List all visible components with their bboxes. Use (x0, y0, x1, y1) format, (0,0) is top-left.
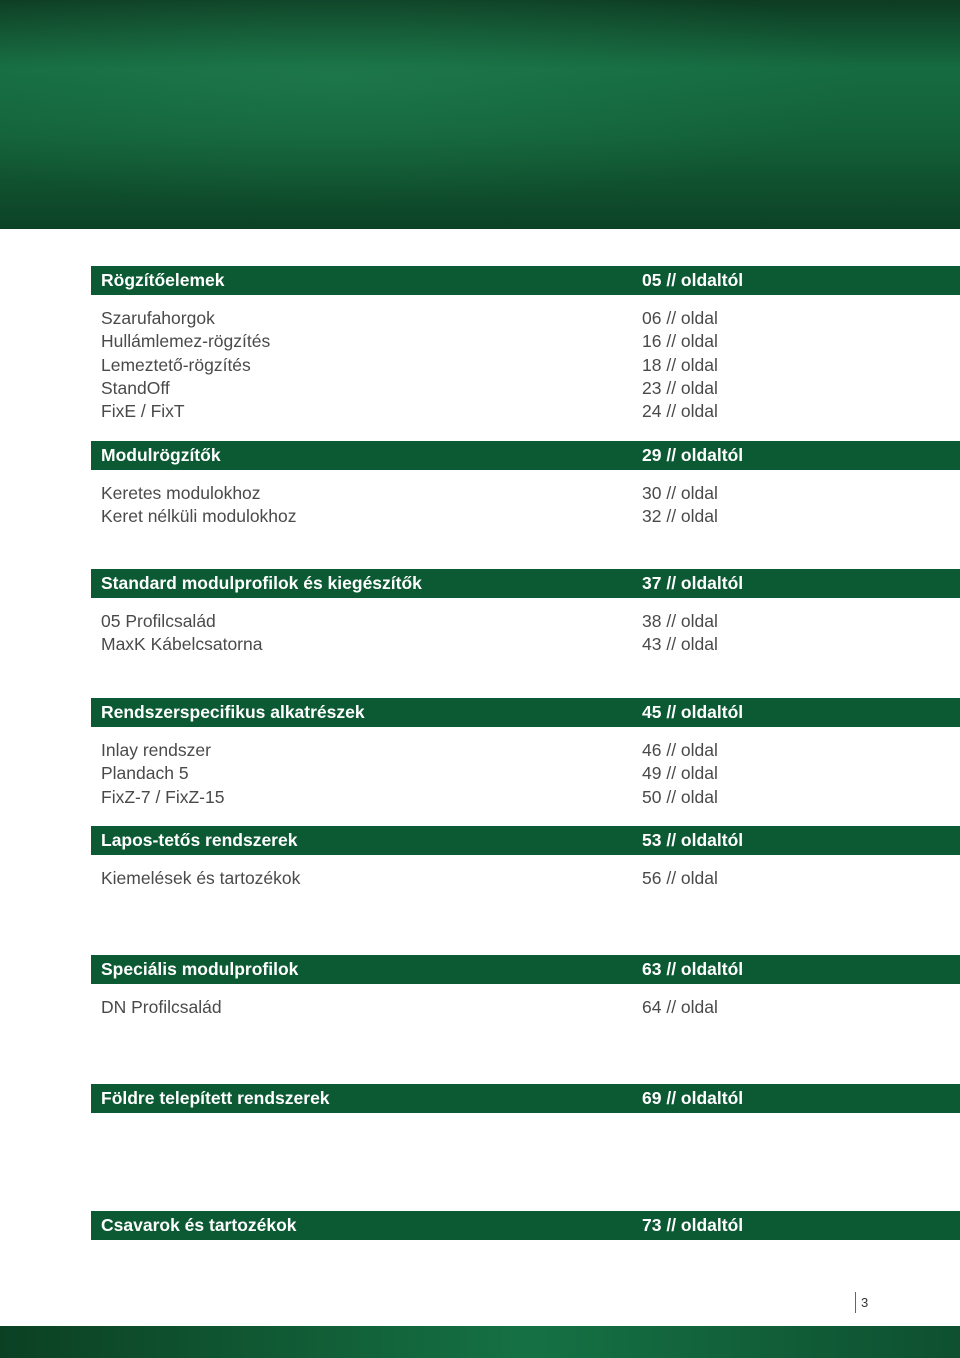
entry-page: 18 // oldal (642, 354, 718, 375)
section-header (91, 1211, 960, 1240)
section-title: Standard modulprofilok és kiegészítők (101, 573, 422, 593)
entry-title: Inlay rendszer (101, 740, 211, 760)
section-header (91, 1084, 960, 1113)
entry-title: Keret nélküli modulokhoz (101, 506, 297, 527)
section-items (91, 996, 960, 1019)
toc-entry (91, 867, 960, 890)
section-title: Rögzítőelemek (101, 270, 225, 290)
toc-entry (91, 996, 960, 1019)
entry-page: 23 // oldal (642, 377, 718, 398)
bottom-banner (0, 1326, 960, 1358)
section-items (91, 307, 960, 423)
entry-page: 50 // oldal (642, 786, 718, 807)
entry-page: 56 // oldal (642, 868, 718, 888)
entry-title: FixE / FixT (101, 401, 185, 422)
entry-page: 46 // oldal (642, 740, 718, 760)
entry-page: 38 // oldal (642, 611, 718, 631)
page-number: 3 (855, 1292, 868, 1313)
section-title: Csavarok és tartozékok (101, 1215, 297, 1235)
section-header (91, 569, 960, 598)
section-title: Földre telepített rendszerek (101, 1088, 330, 1108)
entry-page: 64 // oldal (642, 997, 718, 1017)
section-items (91, 610, 960, 657)
toc-entry (91, 307, 960, 330)
toc-section (91, 441, 960, 529)
section-items (91, 482, 960, 529)
section-header (91, 826, 960, 855)
toc-section (91, 698, 960, 809)
toc-section (91, 826, 960, 890)
toc-section (91, 569, 960, 657)
section-page: 63 // oldaltól (642, 959, 744, 979)
entry-title: DN Profilcsalád (101, 997, 222, 1017)
entry-page: 24 // oldal (642, 401, 718, 422)
entry-page: 06 // oldal (642, 308, 718, 328)
entry-page: 49 // oldal (642, 763, 718, 784)
entry-title: Szarufahorgok (101, 308, 215, 328)
section-title: Lapos-tetős rendszerek (101, 830, 298, 850)
section-page: 73 // oldaltól (642, 1215, 744, 1235)
section-header (91, 955, 960, 984)
toc-entry (91, 505, 960, 528)
toc-entry (91, 400, 960, 423)
section-header (91, 441, 960, 470)
entry-title: Plandach 5 (101, 763, 189, 784)
toc-section (91, 1084, 960, 1113)
section-page: 53 // oldaltól (642, 830, 744, 850)
toc-entry (91, 762, 960, 785)
entry-page: 30 // oldal (642, 483, 718, 503)
toc-entry (91, 786, 960, 809)
top-banner (0, 0, 960, 229)
toc-entry (91, 377, 960, 400)
entry-title: Keretes modulokhoz (101, 483, 261, 503)
entry-page: 32 // oldal (642, 506, 718, 527)
section-items (91, 867, 960, 890)
section-header (91, 698, 960, 727)
entry-title: Hullámlemez-rögzítés (101, 331, 271, 352)
toc-entry (91, 633, 960, 656)
section-page: 29 // oldaltól (642, 445, 744, 465)
section-page: 05 // oldaltól (642, 270, 744, 290)
toc-section (91, 1211, 960, 1240)
entry-page: 43 // oldal (642, 634, 718, 655)
entry-title: Lemeztető-rögzítés (101, 354, 251, 375)
section-page: 37 // oldaltól (642, 573, 744, 593)
entry-title: 05 Profilcsalád (101, 611, 216, 631)
entry-title: MaxK Kábelcsatorna (101, 634, 263, 655)
entry-title: Kiemelések és tartozékok (101, 868, 301, 888)
toc-entry (91, 330, 960, 353)
toc-section (91, 266, 960, 423)
section-header (91, 266, 960, 295)
section-title: Rendszerspecifikus alkatrészek (101, 702, 365, 722)
section-page: 45 // oldaltól (642, 702, 744, 722)
toc-entry (91, 354, 960, 377)
entry-page: 16 // oldal (642, 331, 718, 352)
toc-entry (91, 482, 960, 505)
entry-title: FixZ-7 / FixZ-15 (101, 786, 225, 807)
entry-title: StandOff (101, 377, 170, 398)
toc-entry (91, 610, 960, 633)
section-page: 69 // oldaltól (642, 1088, 744, 1108)
toc-section (91, 955, 960, 1019)
toc-entry (91, 739, 960, 762)
section-title: Speciális modulprofilok (101, 959, 299, 979)
section-title: Modulrögzítők (101, 445, 221, 465)
section-items (91, 739, 960, 809)
